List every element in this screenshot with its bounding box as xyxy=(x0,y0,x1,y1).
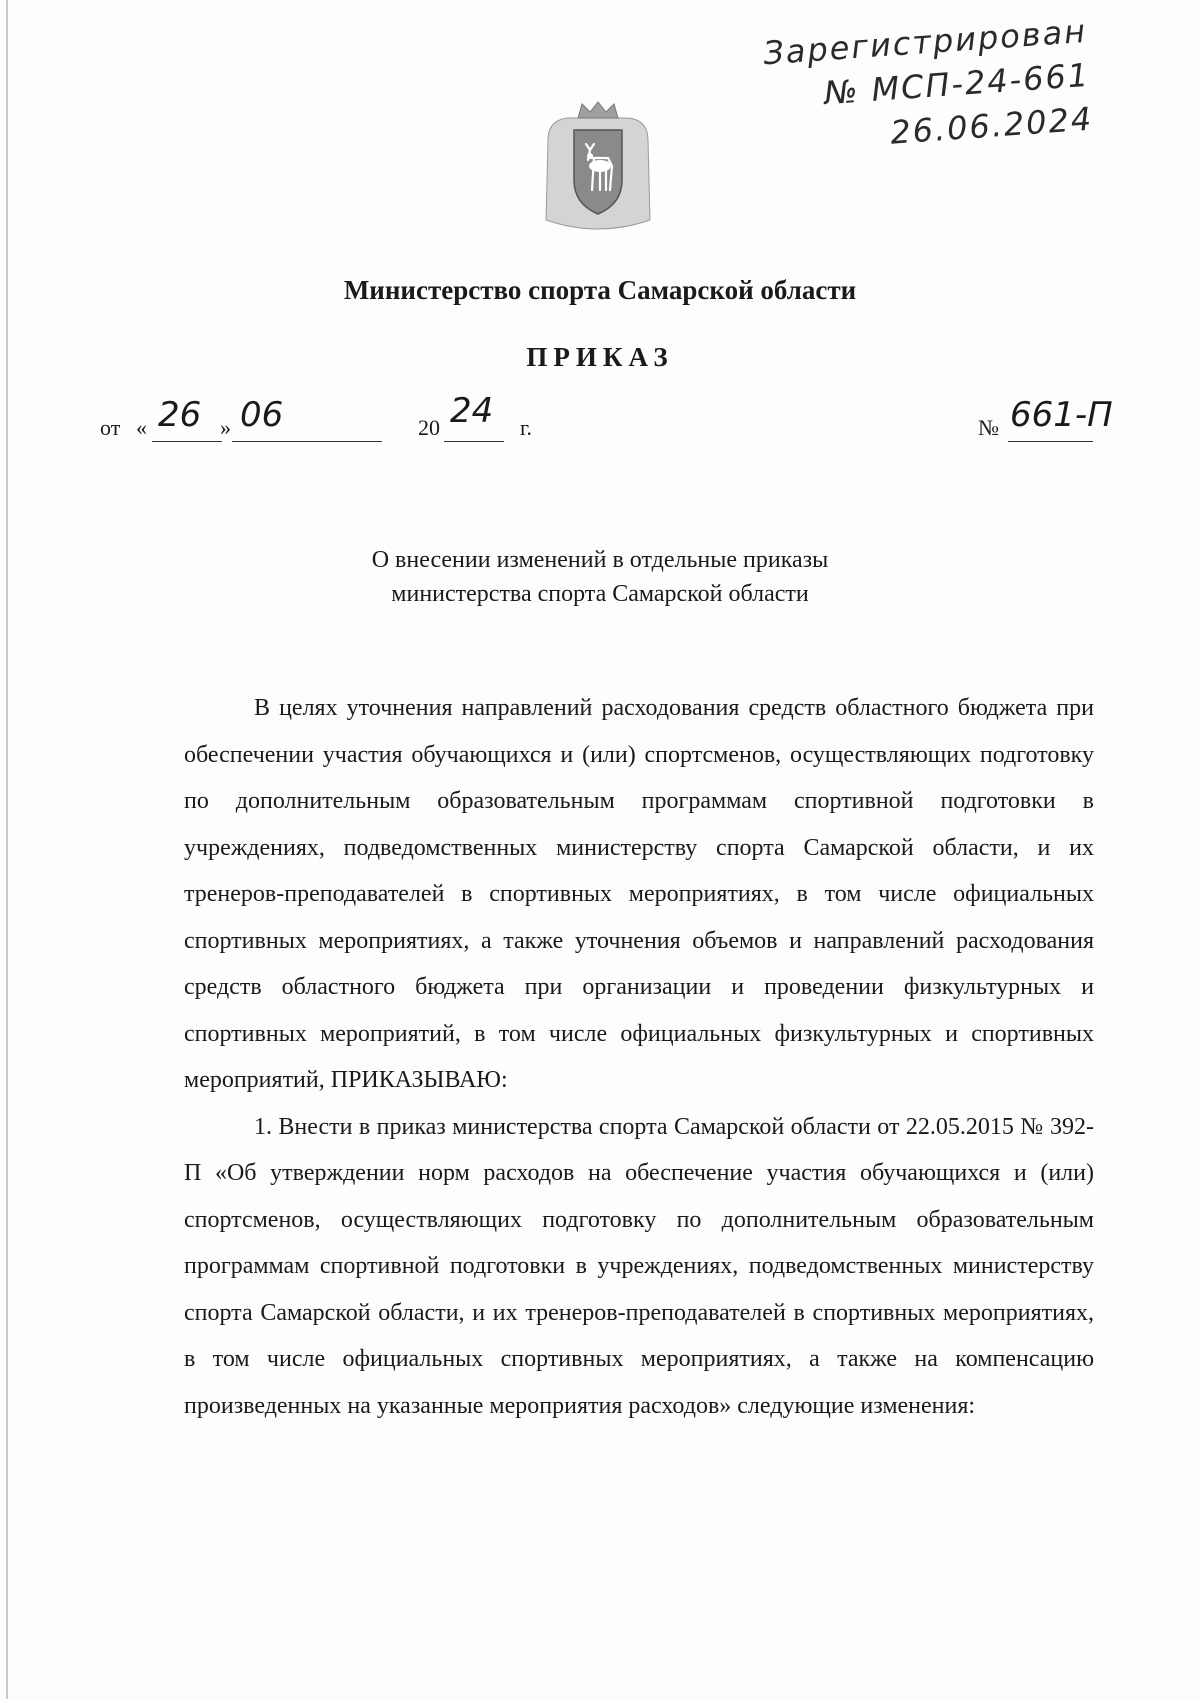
year-underline xyxy=(444,441,504,442)
number-label: № xyxy=(978,415,999,440)
scan-edge xyxy=(6,0,8,1699)
document-number: 661-П xyxy=(1010,395,1113,435)
document-type-title: ПРИКАЗ xyxy=(526,342,674,372)
date-year-suffix: 24 xyxy=(450,391,494,431)
subject-line1: О внесении изменений в отдельные приказы xyxy=(371,547,829,573)
registration-note-line3: 26.06.2024 xyxy=(888,99,1094,152)
registration-note-line1: Зарегистрирован xyxy=(761,11,1088,73)
number-underline xyxy=(1008,441,1093,442)
date-quote-open: « xyxy=(136,415,147,440)
date-day: 26 xyxy=(158,395,202,435)
month-underline xyxy=(232,441,382,442)
coat-of-arms-icon xyxy=(538,100,658,240)
date-prefix: от xyxy=(100,415,121,440)
date-quote-close: » xyxy=(220,415,231,440)
registration-handwritten-note xyxy=(761,9,1094,163)
date-month: 06 xyxy=(240,395,284,435)
coat-of-arms-graphic xyxy=(538,100,658,240)
document-subject xyxy=(0,543,1200,611)
day-underline xyxy=(152,441,222,442)
date-year-prefix: 20 xyxy=(418,415,440,440)
ministry-name: Министерство спорта Самарской области xyxy=(343,275,857,305)
registration-note-line2: № МСП-24-661 xyxy=(822,55,1091,113)
body-paragraph-preamble: В целях уточнения направлений расходования средств областного бюджета при обеспечении участия обучающихся и (или) спортсменов, осуществляющих подготовку по дополнительным образовательным программам спортивной подготовки в учреждениях, подведомственных министерству спорта Самарской области, и их тренеров-преподавателей в спортивных мероприятиях, в том числе официальных спортивных мероприятиях, а также уточнения объемов и направлений расходования средств областного бюджета при организации и проведении физкультурных и спортивных мероприятий, в том числе официальных физкультурных и спортивных мероприятий, ПРИКАЗЫВАЮ: xyxy=(184,695,1094,1093)
date-year-letter: г. xyxy=(520,415,533,440)
document-body xyxy=(184,685,1094,1429)
subject-line2: министерства спорта Самарской области xyxy=(391,581,809,607)
date-and-number-line xyxy=(100,391,1120,445)
body-paragraph-item1: 1. Внести в приказ министерства спорта Самарской области от 22.05.2015 № 392-П «Об утверждении норм расходов на обеспечение участия обучающихся и (или) спортсменов, осуществляющих подготовку по дополнительным образовательным программам спортивной подготовки в учреждениях, подведомственных министерству спорта Самарской области, и их тренеров-преподавателей в спортивных мероприятиях, в том числе официальных спортивных мероприятиях, а также на компенсацию произведенных на указанные мероприятия расходов» следующие изменения: xyxy=(184,1113,1094,1419)
